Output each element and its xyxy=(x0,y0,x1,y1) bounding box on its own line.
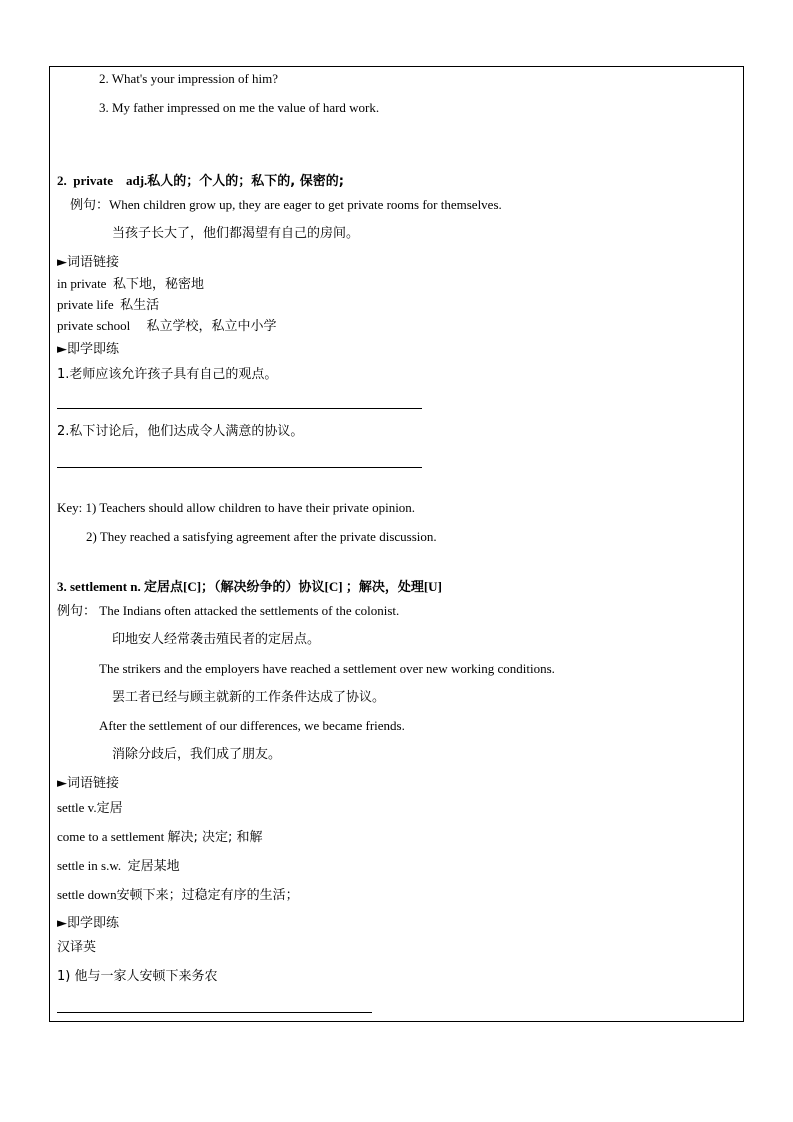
entry-heading-settlement xyxy=(57,579,442,595)
word-link-item xyxy=(57,276,204,293)
example-sentence: 3. My father impressed on me the value of hard work. xyxy=(99,100,380,115)
example-sentence: 2. What's your impression of him? xyxy=(99,71,279,86)
word-link-en: private life xyxy=(57,297,114,312)
entry-number: 2. xyxy=(57,173,67,188)
practice-title: ►即学即练 xyxy=(57,916,119,931)
example-english: The Indians often attacked the settlements of the colonist. xyxy=(99,603,400,618)
word-link-en: come to a settlement xyxy=(57,829,165,844)
example-english: When children grow up, they are eager to get private rooms for themselves. xyxy=(109,197,502,212)
entry-heading-private xyxy=(57,173,344,190)
example-english: After the settlement of our differences, we became friends. xyxy=(99,718,405,733)
word-link-zh: 私下地，秘密地 xyxy=(112,277,204,292)
answer-key: 2) They reached a satisfying agreement after the private discussion. xyxy=(86,529,437,544)
answer-line[interactable] xyxy=(57,1012,372,1013)
word-link-item xyxy=(57,858,180,875)
entry-word: private xyxy=(73,173,113,188)
word-link-zh: 私生活 xyxy=(120,298,160,313)
example-label: 例句： xyxy=(70,198,110,213)
word-link-en: in private xyxy=(57,276,107,291)
example-english: The strikers and the employers have reached a settlement over new working conditions. xyxy=(99,661,555,676)
word-link-zh: 定居某地 xyxy=(127,859,180,874)
word-link-item xyxy=(57,318,277,335)
answer-line[interactable] xyxy=(57,408,422,409)
practice-question: 1.老师应该允许孩子具有自己的观点。 xyxy=(57,367,278,382)
example-chinese: 消除分歧后，我们成了朋友。 xyxy=(112,747,282,762)
entry-pos: adj. xyxy=(125,173,148,188)
example-line xyxy=(70,197,502,214)
word-link-en: settle v. xyxy=(57,800,97,815)
word-links-title: ►词语链接 xyxy=(57,255,119,270)
word-link-zh: 解决; 决定; 和解 xyxy=(167,830,263,845)
word-link-item xyxy=(57,800,123,817)
word-link-zh: 安顿下来；过稳定有序的生活； xyxy=(116,888,299,903)
practice-question: 1) 他与一家人安顿下来务农 xyxy=(57,969,218,984)
word-link-item xyxy=(57,829,263,846)
answer-key: Key: 1) Teachers should allow children to have their private opinion. xyxy=(57,500,416,515)
example-chinese: 当孩子长大了，他们都渴望有自己的房间。 xyxy=(112,226,360,241)
practice-title: ►即学即练 xyxy=(57,342,119,357)
word-link-zh: 定居 xyxy=(96,801,123,816)
word-link-item xyxy=(57,297,159,314)
example-line xyxy=(57,603,399,620)
answer-line[interactable] xyxy=(57,467,422,468)
entry-heading-text: 3. settlement n. 定居点[C]；（解决纷争的）协议[C] ；解决，处理[U] xyxy=(57,579,442,594)
word-link-item xyxy=(57,887,299,904)
word-links-title: ►词语链接 xyxy=(57,776,119,791)
translate-label: 汉译英 xyxy=(57,940,97,955)
word-link-en: private school xyxy=(57,318,131,333)
word-link-en: settle down xyxy=(57,887,117,902)
practice-question: 2.私下讨论后，他们达成令人满意的协议。 xyxy=(57,424,304,439)
entry-meaning: 私人的；个人的；私下的, 保密的; xyxy=(147,174,344,189)
example-chinese: 罢工者已经与顾主就新的工作条件达成了协议。 xyxy=(112,690,386,705)
word-link-en: settle in s.w. xyxy=(57,858,122,873)
example-chinese: 印地安人经常袭击殖民者的定居点。 xyxy=(112,632,321,647)
example-label: 例句： xyxy=(57,604,97,619)
word-link-zh: 私立学校，私立中小学 xyxy=(146,319,277,334)
